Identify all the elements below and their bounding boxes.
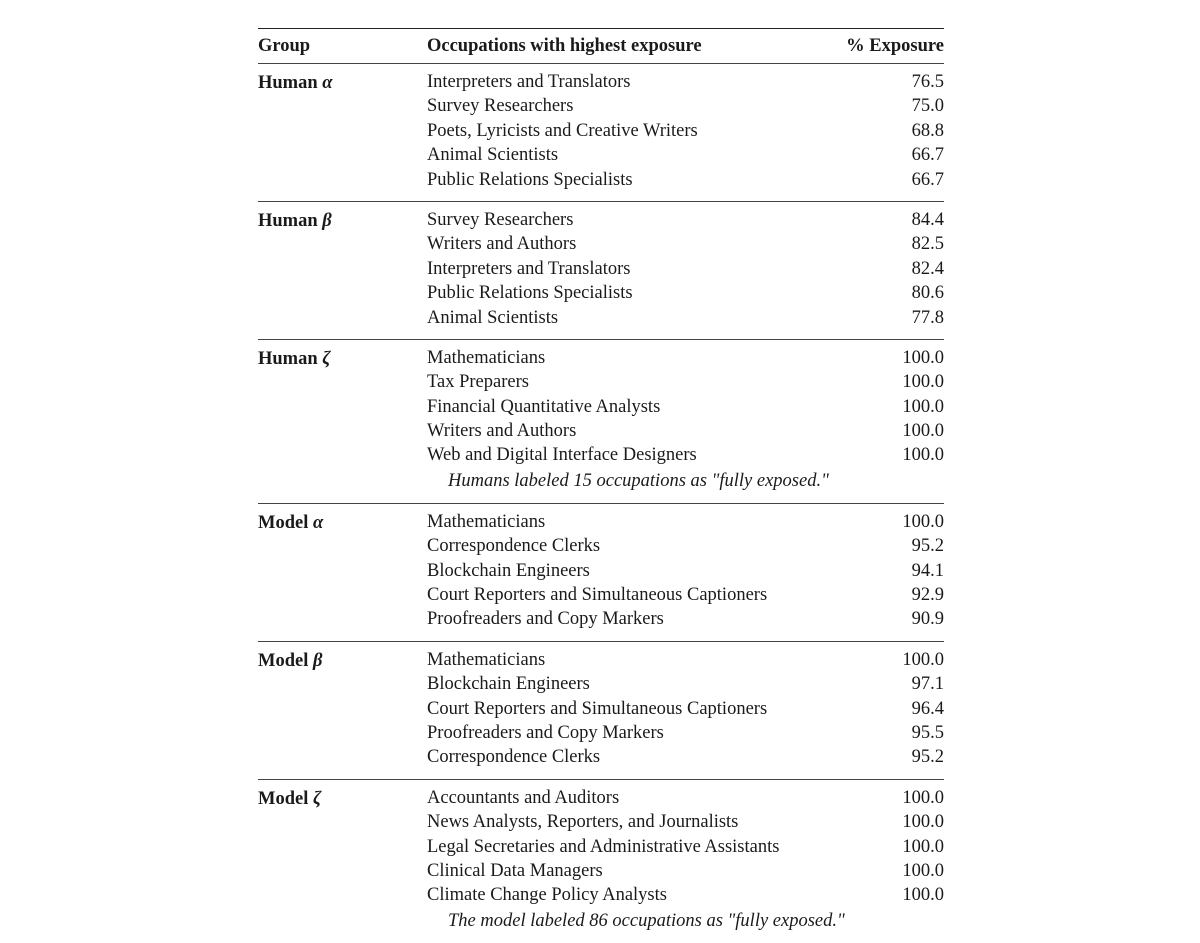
- occupation-cell: Mathematicians: [427, 347, 546, 368]
- occupation-cell: Interpreters and Translators: [427, 258, 631, 279]
- occupation-cell: Accountants and Auditors: [427, 787, 620, 808]
- exposure-cell: 66.7: [911, 169, 944, 190]
- table-row: [258, 585, 944, 609]
- group-symbol: α: [312, 512, 324, 533]
- table-row: [258, 788, 944, 812]
- exposure-cell: 100.0: [902, 445, 944, 466]
- group-symbol: ζ: [322, 348, 331, 369]
- group-block: [258, 642, 944, 780]
- occupation-cell: Proofreaders and Copy Markers: [427, 722, 664, 743]
- table-row: [258, 837, 944, 861]
- exposure-cell: 100.0: [902, 347, 944, 368]
- table-row: [258, 259, 944, 283]
- exposure-cell: 100.0: [902, 836, 944, 857]
- occupation-cell: Proofreaders and Copy Markers: [427, 609, 664, 630]
- exposure-cell: 100.0: [902, 885, 944, 906]
- occupation-cell: Correspondence Clerks: [427, 747, 601, 768]
- exposure-cell: 90.9: [911, 609, 944, 630]
- occupation-cell: Interpreters and Translators: [427, 72, 631, 92]
- table-row: [258, 210, 944, 234]
- exposure-cell: 100.0: [902, 812, 944, 833]
- exposure-cell: 92.9: [911, 585, 944, 606]
- table-row: [258, 308, 944, 332]
- exposure-cell: 77.8: [911, 307, 944, 328]
- occupation-cell: Legal Secretaries and Administrative Assistants: [427, 836, 780, 857]
- occupation-cell: Climate Change Policy Analysts: [427, 885, 667, 906]
- exposure-cell: 96.4: [911, 698, 944, 719]
- exposure-cell: 82.5: [911, 234, 944, 255]
- table-row: [258, 234, 944, 258]
- exposure-cell: 100.0: [902, 421, 944, 442]
- occupation-cell: Writers and Authors: [427, 421, 577, 442]
- group-block: [258, 202, 944, 340]
- occupation-cell: Animal Scientists: [427, 307, 559, 328]
- group-symbol: ζ: [312, 788, 322, 809]
- group-block: [258, 340, 944, 504]
- exposure-cell: 100.0: [902, 860, 944, 881]
- occupation-cell: News Analysts, Reporters, and Journalists: [427, 812, 739, 833]
- table-row: [258, 397, 944, 421]
- header-group: Group: [258, 36, 311, 56]
- group-block: [258, 64, 944, 202]
- table-row: [258, 121, 944, 145]
- exposure-cell: 76.5: [911, 72, 944, 92]
- exposure-cell: 84.4: [911, 209, 944, 230]
- group-label-text: Model: [258, 650, 309, 671]
- exposure-cell: 100.0: [902, 372, 944, 393]
- table-row: [258, 650, 944, 674]
- occupation-cell: Poets, Lyricists and Creative Writers: [427, 120, 698, 141]
- table-row: [258, 699, 944, 723]
- occupation-cell: Clinical Data Managers: [427, 860, 603, 881]
- occupation-cell: Survey Researchers: [427, 209, 574, 230]
- occupation-cell: Public Relations Specialists: [427, 169, 633, 190]
- table-row: [258, 445, 944, 469]
- exposure-cell: 68.8: [911, 120, 944, 141]
- exposure-cell: 97.1: [911, 674, 944, 695]
- group-note-text: The model labeled 86 occupations as "fully exposed.": [448, 910, 845, 931]
- table-row: [258, 885, 944, 909]
- group-label-text: Human: [258, 73, 318, 93]
- occupation-cell: Survey Researchers: [427, 96, 574, 117]
- occupation-cell: Mathematicians: [427, 511, 546, 532]
- exposure-cell: 95.2: [911, 536, 944, 557]
- occupation-cell: Correspondence Clerks: [427, 536, 601, 557]
- table-row: [258, 609, 944, 633]
- table-row: [258, 372, 944, 396]
- table-row: [258, 283, 944, 307]
- exposure-cell: 75.0: [911, 96, 944, 117]
- table-row: [258, 723, 944, 747]
- occupation-cell: Court Reporters and Simultaneous Captioners: [427, 585, 768, 606]
- table-row: [258, 96, 944, 120]
- group-symbol: α: [322, 73, 333, 93]
- exposure-cell: 94.1: [911, 560, 944, 581]
- table-row: [258, 421, 944, 445]
- exposure-cell: 100.0: [902, 396, 944, 417]
- exposure-table: [258, 28, 944, 943]
- exposure-cell: 80.6: [911, 283, 944, 304]
- group-label-text: Human: [258, 210, 318, 231]
- table-row: [258, 348, 944, 372]
- group-label-text: Model: [258, 788, 309, 809]
- exposure-cell: 100.0: [902, 511, 944, 532]
- group-note: [258, 910, 944, 936]
- occupation-cell: Mathematicians: [427, 649, 546, 670]
- occupation-cell: Tax Preparers: [427, 372, 529, 393]
- table-row: [258, 170, 944, 194]
- group-block: [258, 780, 944, 943]
- table-row: [258, 861, 944, 885]
- table-row: [258, 674, 944, 698]
- group-label-text: Human: [258, 348, 318, 369]
- header-exposure: % Exposure: [846, 36, 944, 56]
- table-row: [258, 747, 944, 771]
- group-symbol: β: [322, 210, 332, 231]
- exposure-cell: 82.4: [911, 258, 944, 279]
- exposure-cell: 100.0: [902, 649, 944, 670]
- exposure-cell: 95.2: [911, 747, 944, 768]
- table-row: [258, 145, 944, 169]
- group-note-text: Humans labeled 15 occupations as "fully exposed.": [448, 470, 829, 491]
- group-block: [258, 504, 944, 642]
- table-row: [258, 812, 944, 836]
- table-row: [258, 72, 944, 96]
- table-row: [258, 536, 944, 560]
- group-note: [258, 470, 944, 496]
- exposure-cell: 95.5: [911, 722, 944, 743]
- occupation-cell: Public Relations Specialists: [427, 283, 633, 304]
- group-symbol: β: [312, 650, 323, 671]
- table-header: [258, 29, 944, 64]
- occupation-cell: Web and Digital Interface Designers: [427, 445, 697, 466]
- table-row: [258, 512, 944, 536]
- exposure-cell: 100.0: [902, 787, 944, 808]
- occupation-cell: Blockchain Engineers: [427, 674, 590, 695]
- group-label-text: Model: [258, 512, 309, 533]
- occupation-cell: Financial Quantitative Analysts: [427, 396, 661, 417]
- header-occupations: Occupations with highest exposure: [427, 36, 702, 56]
- occupation-cell: Animal Scientists: [427, 145, 559, 166]
- table-body: [258, 64, 944, 943]
- occupation-cell: Blockchain Engineers: [427, 560, 590, 581]
- exposure-cell: 66.7: [911, 145, 944, 166]
- occupation-cell: Writers and Authors: [427, 234, 577, 255]
- occupation-cell: Court Reporters and Simultaneous Captioners: [427, 698, 768, 719]
- table-row: [258, 561, 944, 585]
